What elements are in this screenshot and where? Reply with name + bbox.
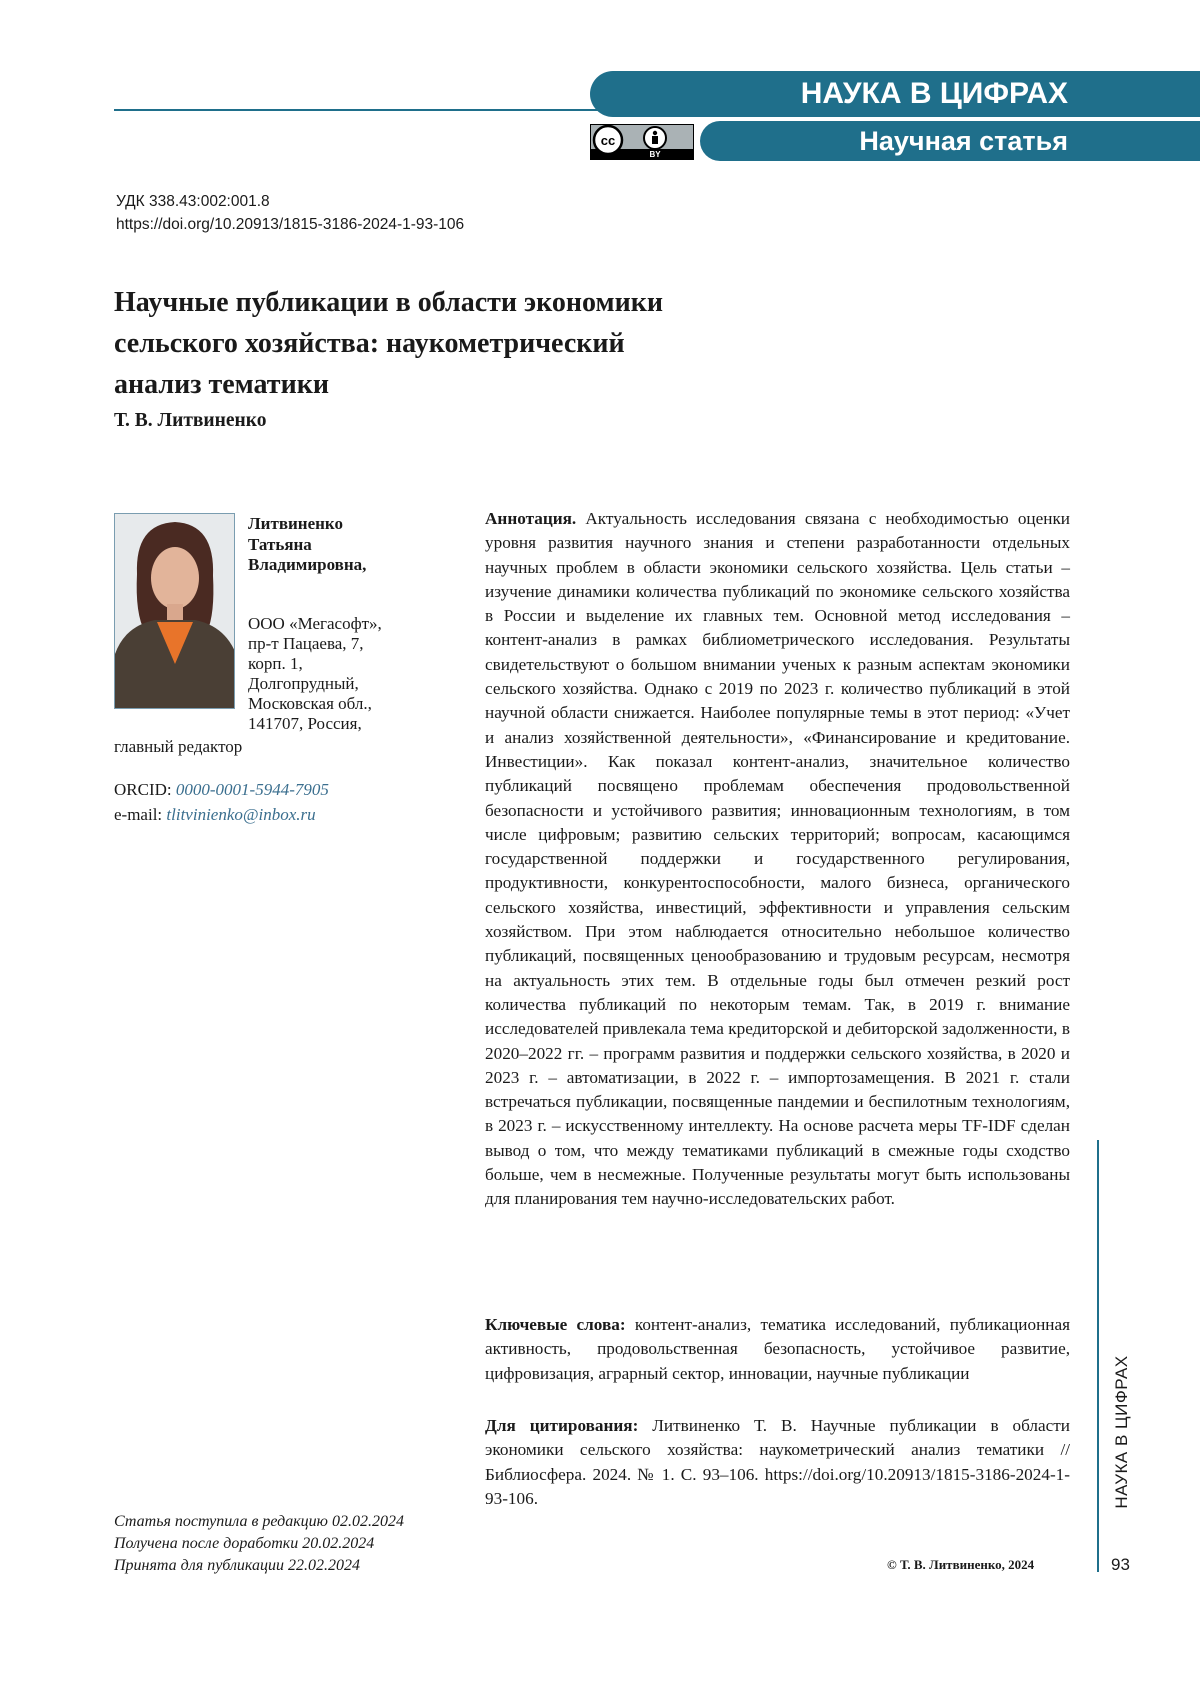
citation-text: Литвиненко Т. В. Научные публикации в области экономики сельского хозяйства: наукометрический анализ тематики // Библиосфера. 2024. № 1. С. 93–106. https://doi.org/10.20913/1815-3186-2024-1-93-106. — [485, 1416, 1070, 1508]
author-full-name — [248, 514, 428, 576]
title-line: анализ тематики — [114, 369, 329, 400]
author-photo — [114, 513, 235, 709]
cc-by-license-badge[interactable] — [590, 124, 694, 160]
keywords-label: Ключевые слова: — [485, 1315, 626, 1334]
abstract-label: Аннотация. — [485, 509, 577, 528]
abstract-paragraph — [485, 507, 1070, 1212]
copyright-notice: © Т. В. Литвиненко, 2024 — [887, 1557, 1035, 1572]
abstract-text: Актуальность исследования связана с необходимостью оценки уровня развития научного знания и степени разработанности отдельных научных проблем в области экономики сельского хозяйства. Цель статьи – изучение динамики количества публикаций по экономике сельского хозяйства в России и выделение их главных тем. Основной метод исследования – контент-анализ в рамках библиометрического исследования. Результаты свидетельствуют о большом внимании ученых к разным аспектам экономики сельского хозяйства. Однако с 2019 по 2023 г. количество публикаций в этой научной области снижается. Наиболее популярные темы в этот период: «Учет и анализ хозяйственной деятельности», «Финансирование и кредитование. Инвестиции». Как показал контент-анализ, значительное количество публикаций посвящено проблемам обеспечения продовольственной безопасности и устойчивого развития; инновационным технологиям, в том числе цифровым; развитию сельских территорий; вопросам, касающимся государственной поддержки и государственного регулирования, продуктивности, конкурентоспособности, малого бизнеса, органического сельского хозяйства, инвестиций, эффективности и управления сельским хозяйством. При этом наблюдается относительно небольшое количество публикаций, посвященных ценообразованию и трудовым ресурсам, несмотря на актуальность этих тем. В отдельные годы был отмечен резкий рост количества публикаций по некоторым темам. Так, в 2019 г. внимание исследователей привлекала тема кредиторской и дебиторской задолженности, в 2020–2022 гг. – программ развития и поддержки сельского хозяйства, в 2020 и 2023 г. – автоматизации, в 2022 г. – импортозамещения. В 2021 г. стали встречаться публикации, посвященные пандемии и беспилотным технологиям, в 2023 г. – искусственному интеллекту. На основе расчета меры TF-IDF сделан вывод о том, что между тематиками публикаций в смежные годы сходство больше, чем в несмежные. Полученные результаты могут быть использованы для планирования тем научно-исследовательских работ. — [485, 509, 1070, 1209]
article-title — [114, 282, 794, 405]
keywords-paragraph — [485, 1313, 1070, 1386]
date-revised: Получена после доработки 20.02.2024 — [114, 1535, 375, 1552]
affiliation-line: ООО «Мегасофт», — [248, 614, 382, 633]
affiliation-line: Московская обл., — [248, 694, 372, 713]
page-number: 93 — [1111, 1555, 1130, 1574]
author-name-line: Литвиненко — [248, 514, 343, 533]
title-line: сельского хозяйства: наукометрический — [114, 328, 625, 359]
side-rule — [1097, 1140, 1099, 1572]
keywords-text: контент-анализ, тематика исследований, публикационная активность, продовольственная безопасность, устойчивое развитие, цифровизация, аграрный сектор, инновации, научные публикации — [485, 1315, 1070, 1383]
title-line: Научные публикации в области экономики — [114, 287, 663, 318]
author-byline: Т. В. Литвиненко — [114, 410, 267, 431]
person-icon — [644, 127, 666, 149]
doi-link[interactable]: https://doi.org/10.20913/1815-3186-2024-1-93-106 — [116, 216, 465, 233]
cc-icon — [594, 126, 622, 154]
udk-code: УДК 338.43:002:001.8 — [116, 193, 270, 210]
author-affiliation — [248, 614, 428, 734]
affiliation-line: пр-т Пацаева, 7, — [248, 634, 364, 653]
email-link[interactable]: tlitvinienko@inbox.ru — [166, 805, 316, 824]
author-position: главный редактор — [114, 737, 243, 756]
orcid-label: ORCID: — [114, 780, 176, 799]
citation-paragraph — [485, 1414, 1070, 1511]
svg-text:cc: cc — [600, 133, 616, 148]
affiliation-line: корп. 1, — [248, 654, 303, 673]
date-received: Статья поступила в редакцию 02.02.2024 — [114, 1513, 404, 1530]
citation-label: Для цитирования: — [485, 1416, 639, 1435]
article-type-banner: Научная статья — [700, 121, 1200, 161]
affiliation-line: 141707, Россия, — [248, 714, 362, 733]
email-label: e-mail: — [114, 805, 167, 824]
affiliation-line: Долгопрудный, — [248, 674, 359, 693]
header-rule — [114, 109, 614, 111]
author-name-line: Татьяна — [248, 534, 312, 554]
submission-dates — [114, 1511, 404, 1577]
author-name-line: Владимировна, — [248, 555, 367, 574]
orcid-line — [114, 780, 329, 800]
orcid-link[interactable]: 0000-0001-5944-7905 — [175, 780, 329, 799]
section-banner: НАУКА В ЦИФРАХ — [590, 71, 1200, 117]
by-label: BY — [649, 150, 661, 159]
date-accepted: Принята для публикации 22.02.2024 — [114, 1557, 360, 1574]
side-section-label: НАУКА В ЦИФРАХ — [1112, 1355, 1131, 1509]
email-line — [114, 805, 316, 825]
